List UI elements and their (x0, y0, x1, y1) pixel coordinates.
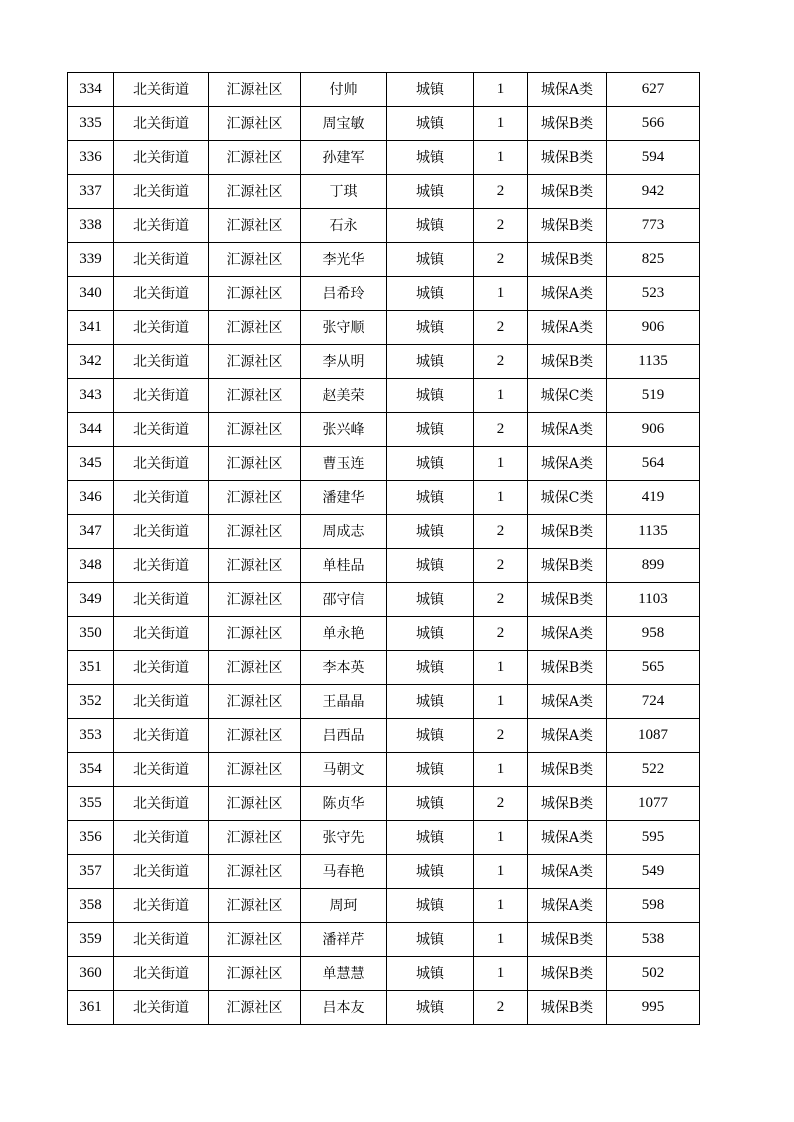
table-row (68, 209, 700, 243)
cell-community: 汇源社区 (209, 413, 301, 447)
table-row (68, 821, 700, 855)
cell-amount: 773 (607, 209, 700, 243)
cell-insurance-category: 城保B类 (528, 923, 607, 957)
cell-amount: 1103 (607, 583, 700, 617)
cell-household-type: 城镇 (387, 345, 474, 379)
cell-serial-number: 350 (68, 617, 114, 651)
cell-insurance-category: 城保B类 (528, 209, 607, 243)
cell-household-type: 城镇 (387, 821, 474, 855)
cell-street: 北关街道 (114, 243, 209, 277)
cell-amount: 598 (607, 889, 700, 923)
cell-community: 汇源社区 (209, 855, 301, 889)
table-row (68, 73, 700, 107)
table-row (68, 617, 700, 651)
cell-name: 孙建军 (301, 141, 387, 175)
cell-name: 潘建华 (301, 481, 387, 515)
cell-household-size: 1 (474, 447, 528, 481)
cell-household-size: 2 (474, 787, 528, 821)
cell-street: 北关街道 (114, 481, 209, 515)
cell-insurance-category: 城保A类 (528, 311, 607, 345)
cell-household-type: 城镇 (387, 753, 474, 787)
cell-insurance-category: 城保B类 (528, 243, 607, 277)
cell-serial-number: 344 (68, 413, 114, 447)
cell-household-size: 2 (474, 243, 528, 277)
cell-household-type: 城镇 (387, 175, 474, 209)
cell-community: 汇源社区 (209, 447, 301, 481)
cell-serial-number: 358 (68, 889, 114, 923)
table-row (68, 141, 700, 175)
cell-insurance-category: 城保B类 (528, 107, 607, 141)
cell-household-size: 1 (474, 889, 528, 923)
cell-household-type: 城镇 (387, 549, 474, 583)
cell-household-type: 城镇 (387, 889, 474, 923)
cell-street: 北关街道 (114, 617, 209, 651)
cell-household-type: 城镇 (387, 583, 474, 617)
cell-street: 北关街道 (114, 583, 209, 617)
cell-community: 汇源社区 (209, 481, 301, 515)
cell-amount: 502 (607, 957, 700, 991)
table-row (68, 923, 700, 957)
cell-amount: 538 (607, 923, 700, 957)
cell-amount: 906 (607, 311, 700, 345)
cell-serial-number: 346 (68, 481, 114, 515)
cell-household-type: 城镇 (387, 311, 474, 345)
cell-name: 石永 (301, 209, 387, 243)
cell-household-size: 1 (474, 379, 528, 413)
cell-household-size: 1 (474, 651, 528, 685)
cell-serial-number: 342 (68, 345, 114, 379)
cell-amount: 594 (607, 141, 700, 175)
cell-household-size: 1 (474, 73, 528, 107)
cell-amount: 565 (607, 651, 700, 685)
cell-amount: 549 (607, 855, 700, 889)
cell-serial-number: 351 (68, 651, 114, 685)
cell-serial-number: 341 (68, 311, 114, 345)
cell-street: 北关街道 (114, 651, 209, 685)
cell-insurance-category: 城保B类 (528, 583, 607, 617)
cell-street: 北关街道 (114, 889, 209, 923)
cell-amount: 627 (607, 73, 700, 107)
roster-table-body (68, 73, 700, 1025)
cell-household-type: 城镇 (387, 447, 474, 481)
cell-insurance-category: 城保A类 (528, 889, 607, 923)
cell-household-size: 1 (474, 277, 528, 311)
cell-household-size: 2 (474, 413, 528, 447)
cell-household-size: 2 (474, 991, 528, 1025)
cell-household-type: 城镇 (387, 719, 474, 753)
cell-serial-number: 352 (68, 685, 114, 719)
cell-community: 汇源社区 (209, 107, 301, 141)
cell-street: 北关街道 (114, 855, 209, 889)
cell-name: 王晶晶 (301, 685, 387, 719)
cell-amount: 1135 (607, 345, 700, 379)
cell-household-size: 2 (474, 583, 528, 617)
cell-community: 汇源社区 (209, 991, 301, 1025)
cell-insurance-category: 城保B类 (528, 787, 607, 821)
cell-household-size: 1 (474, 481, 528, 515)
table-row (68, 583, 700, 617)
cell-amount: 825 (607, 243, 700, 277)
cell-household-size: 1 (474, 685, 528, 719)
cell-household-type: 城镇 (387, 787, 474, 821)
cell-serial-number: 339 (68, 243, 114, 277)
cell-serial-number: 338 (68, 209, 114, 243)
cell-community: 汇源社区 (209, 379, 301, 413)
cell-community: 汇源社区 (209, 277, 301, 311)
cell-serial-number: 348 (68, 549, 114, 583)
table-row (68, 515, 700, 549)
cell-insurance-category: 城保B类 (528, 651, 607, 685)
cell-amount: 522 (607, 753, 700, 787)
cell-community: 汇源社区 (209, 583, 301, 617)
cell-name: 张守顺 (301, 311, 387, 345)
cell-amount: 595 (607, 821, 700, 855)
cell-household-size: 2 (474, 515, 528, 549)
cell-community: 汇源社区 (209, 651, 301, 685)
cell-household-size: 1 (474, 957, 528, 991)
cell-street: 北关街道 (114, 277, 209, 311)
cell-name: 单慧慧 (301, 957, 387, 991)
cell-insurance-category: 城保A类 (528, 277, 607, 311)
cell-name: 潘祥芹 (301, 923, 387, 957)
table-row (68, 719, 700, 753)
table-row (68, 753, 700, 787)
cell-amount: 523 (607, 277, 700, 311)
cell-name: 丁琪 (301, 175, 387, 209)
cell-insurance-category: 城保A类 (528, 685, 607, 719)
table-row (68, 889, 700, 923)
cell-street: 北关街道 (114, 311, 209, 345)
cell-household-type: 城镇 (387, 73, 474, 107)
cell-household-type: 城镇 (387, 379, 474, 413)
cell-household-size: 2 (474, 719, 528, 753)
table-row (68, 481, 700, 515)
cell-household-type: 城镇 (387, 957, 474, 991)
cell-street: 北关街道 (114, 549, 209, 583)
cell-insurance-category: 城保B类 (528, 753, 607, 787)
cell-name: 张兴峰 (301, 413, 387, 447)
cell-household-type: 城镇 (387, 209, 474, 243)
cell-name: 周宝敏 (301, 107, 387, 141)
table-row (68, 311, 700, 345)
cell-household-size: 1 (474, 855, 528, 889)
cell-community: 汇源社区 (209, 821, 301, 855)
cell-name: 吕本友 (301, 991, 387, 1025)
cell-household-size: 2 (474, 617, 528, 651)
cell-household-type: 城镇 (387, 991, 474, 1025)
cell-community: 汇源社区 (209, 617, 301, 651)
table-row (68, 277, 700, 311)
cell-household-type: 城镇 (387, 651, 474, 685)
cell-household-size: 1 (474, 821, 528, 855)
cell-insurance-category: 城保B类 (528, 141, 607, 175)
cell-street: 北关街道 (114, 345, 209, 379)
cell-insurance-category: 城保A类 (528, 719, 607, 753)
cell-household-size: 1 (474, 107, 528, 141)
cell-insurance-category: 城保B类 (528, 957, 607, 991)
cell-household-size: 2 (474, 311, 528, 345)
cell-street: 北关街道 (114, 141, 209, 175)
cell-name: 李本英 (301, 651, 387, 685)
cell-street: 北关街道 (114, 413, 209, 447)
cell-street: 北关街道 (114, 719, 209, 753)
cell-insurance-category: 城保C类 (528, 481, 607, 515)
cell-amount: 519 (607, 379, 700, 413)
cell-household-type: 城镇 (387, 617, 474, 651)
cell-amount: 995 (607, 991, 700, 1025)
cell-street: 北关街道 (114, 209, 209, 243)
cell-serial-number: 336 (68, 141, 114, 175)
cell-amount: 899 (607, 549, 700, 583)
cell-amount: 419 (607, 481, 700, 515)
table-row (68, 991, 700, 1025)
cell-amount: 1077 (607, 787, 700, 821)
cell-amount: 942 (607, 175, 700, 209)
cell-community: 汇源社区 (209, 209, 301, 243)
cell-community: 汇源社区 (209, 73, 301, 107)
cell-name: 单永艳 (301, 617, 387, 651)
cell-community: 汇源社区 (209, 719, 301, 753)
table-row (68, 243, 700, 277)
cell-name: 周成志 (301, 515, 387, 549)
cell-household-type: 城镇 (387, 515, 474, 549)
cell-name: 单桂品 (301, 549, 387, 583)
cell-amount: 1135 (607, 515, 700, 549)
cell-serial-number: 345 (68, 447, 114, 481)
cell-serial-number: 355 (68, 787, 114, 821)
cell-household-size: 1 (474, 923, 528, 957)
cell-insurance-category: 城保B类 (528, 991, 607, 1025)
cell-household-size: 2 (474, 209, 528, 243)
cell-street: 北关街道 (114, 685, 209, 719)
cell-street: 北关街道 (114, 447, 209, 481)
table-row (68, 379, 700, 413)
cell-serial-number: 335 (68, 107, 114, 141)
cell-household-type: 城镇 (387, 141, 474, 175)
cell-name: 马朝文 (301, 753, 387, 787)
cell-serial-number: 354 (68, 753, 114, 787)
cell-insurance-category: 城保B类 (528, 515, 607, 549)
cell-insurance-category: 城保A类 (528, 413, 607, 447)
cell-name: 吕西品 (301, 719, 387, 753)
cell-name: 曹玉连 (301, 447, 387, 481)
table-row (68, 957, 700, 991)
cell-community: 汇源社区 (209, 753, 301, 787)
cell-household-type: 城镇 (387, 855, 474, 889)
table-row (68, 175, 700, 209)
cell-serial-number: 359 (68, 923, 114, 957)
cell-household-type: 城镇 (387, 685, 474, 719)
cell-amount: 906 (607, 413, 700, 447)
cell-amount: 724 (607, 685, 700, 719)
cell-household-type: 城镇 (387, 107, 474, 141)
cell-serial-number: 349 (68, 583, 114, 617)
cell-community: 汇源社区 (209, 787, 301, 821)
cell-community: 汇源社区 (209, 515, 301, 549)
cell-street: 北关街道 (114, 379, 209, 413)
cell-serial-number: 356 (68, 821, 114, 855)
cell-street: 北关街道 (114, 923, 209, 957)
cell-household-size: 1 (474, 141, 528, 175)
cell-insurance-category: 城保A类 (528, 821, 607, 855)
cell-name: 付帅 (301, 73, 387, 107)
cell-amount: 564 (607, 447, 700, 481)
cell-household-size: 1 (474, 753, 528, 787)
cell-name: 李光华 (301, 243, 387, 277)
cell-insurance-category: 城保B类 (528, 549, 607, 583)
table-row (68, 651, 700, 685)
cell-insurance-category: 城保C类 (528, 379, 607, 413)
cell-serial-number: 347 (68, 515, 114, 549)
table-row (68, 787, 700, 821)
cell-name: 陈贞华 (301, 787, 387, 821)
cell-serial-number: 343 (68, 379, 114, 413)
table-row (68, 447, 700, 481)
cell-street: 北关街道 (114, 821, 209, 855)
cell-household-size: 2 (474, 175, 528, 209)
cell-community: 汇源社区 (209, 311, 301, 345)
cell-household-type: 城镇 (387, 923, 474, 957)
cell-name: 李从明 (301, 345, 387, 379)
cell-insurance-category: 城保A类 (528, 73, 607, 107)
cell-street: 北关街道 (114, 753, 209, 787)
cell-household-type: 城镇 (387, 277, 474, 311)
cell-street: 北关街道 (114, 107, 209, 141)
table-row (68, 685, 700, 719)
cell-serial-number: 360 (68, 957, 114, 991)
cell-community: 汇源社区 (209, 243, 301, 277)
cell-street: 北关街道 (114, 175, 209, 209)
cell-insurance-category: 城保A类 (528, 447, 607, 481)
table-row (68, 345, 700, 379)
cell-street: 北关街道 (114, 515, 209, 549)
cell-name: 马春艳 (301, 855, 387, 889)
cell-household-type: 城镇 (387, 413, 474, 447)
table-row (68, 549, 700, 583)
table-row (68, 107, 700, 141)
cell-street: 北关街道 (114, 991, 209, 1025)
cell-serial-number: 337 (68, 175, 114, 209)
cell-amount: 566 (607, 107, 700, 141)
cell-street: 北关街道 (114, 73, 209, 107)
cell-community: 汇源社区 (209, 685, 301, 719)
cell-serial-number: 334 (68, 73, 114, 107)
cell-household-type: 城镇 (387, 243, 474, 277)
cell-amount: 958 (607, 617, 700, 651)
cell-household-type: 城镇 (387, 481, 474, 515)
cell-serial-number: 340 (68, 277, 114, 311)
cell-name: 赵美荣 (301, 379, 387, 413)
cell-community: 汇源社区 (209, 549, 301, 583)
cell-insurance-category: 城保B类 (528, 345, 607, 379)
cell-household-size: 2 (474, 345, 528, 379)
cell-insurance-category: 城保B类 (528, 175, 607, 209)
cell-insurance-category: 城保A类 (528, 617, 607, 651)
cell-street: 北关街道 (114, 787, 209, 821)
cell-community: 汇源社区 (209, 957, 301, 991)
cell-community: 汇源社区 (209, 141, 301, 175)
cell-community: 汇源社区 (209, 345, 301, 379)
cell-insurance-category: 城保A类 (528, 855, 607, 889)
table-row (68, 413, 700, 447)
cell-household-size: 2 (474, 549, 528, 583)
table-row (68, 855, 700, 889)
cell-street: 北关街道 (114, 957, 209, 991)
cell-amount: 1087 (607, 719, 700, 753)
cell-community: 汇源社区 (209, 175, 301, 209)
cell-name: 周珂 (301, 889, 387, 923)
cell-serial-number: 357 (68, 855, 114, 889)
cell-name: 张守先 (301, 821, 387, 855)
cell-name: 邵守信 (301, 583, 387, 617)
cell-community: 汇源社区 (209, 889, 301, 923)
cell-name: 吕希玲 (301, 277, 387, 311)
cell-community: 汇源社区 (209, 923, 301, 957)
cell-serial-number: 353 (68, 719, 114, 753)
cell-serial-number: 361 (68, 991, 114, 1025)
roster-table (67, 72, 700, 1025)
